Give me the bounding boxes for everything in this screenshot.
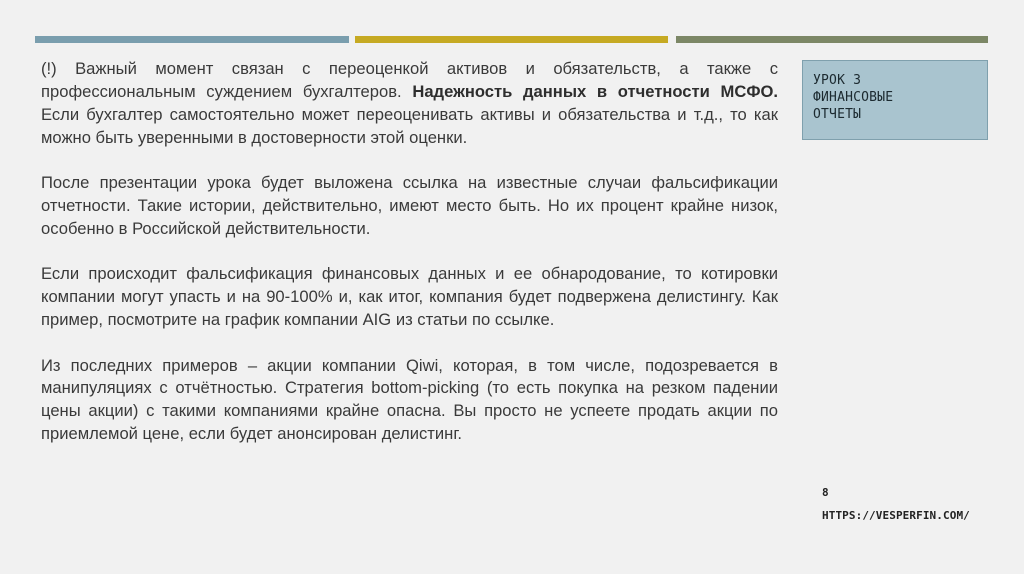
paragraph-1-text-end: Если бухгалтер самостоятельно может переоценивать активы и обязательства и т.д., то как можно быть уверенными в достоверности этой оценки.	[41, 104, 778, 147]
paragraph-1-bold-text: Надежность данных в отчетности МСФО.	[412, 81, 779, 101]
lesson-title-line-2: ОТЧЕТЫ	[813, 107, 862, 122]
website-url: HTTPS://VESPERFIN.COM/	[822, 509, 970, 522]
paragraph-delisting: Если происходит фальсификация финансовых данных и ее обнародование, то котировки компании могут упасть и на 90-100% и, как итог, компания будет подвержена делистингу. Как пример, посмотрите на график компании AIG из статьи по ссылке.	[41, 264, 778, 330]
page-number: 8	[822, 486, 829, 499]
lesson-title-box	[802, 60, 988, 140]
header-stripe-blue	[35, 36, 349, 43]
paragraph-falsification-cases: После презентации урока будет выложена ссылка на известные случаи фальсификации отчетности. Такие истории, действительно, имеют место быть. Но их процент крайне низок, особенно в Российской действительности.	[41, 173, 778, 238]
lesson-title-line-1: ФИНАНСОВЫЕ	[813, 90, 894, 105]
paragraph-ifrs-reliability	[41, 58, 778, 150]
paragraph-1-text-start: (!) Важный момент связан с переоценкой активов и обязательств, а также с профессиональным суждением бухгалтеров.	[41, 59, 778, 101]
header-stripe-gold	[355, 36, 668, 43]
lesson-number: УРОК 3	[813, 73, 862, 88]
header-stripe-olive	[676, 36, 988, 43]
paragraph-qiwi-example: Из последних примеров – акции компании Qiwi, которая, в том числе, подозревается в манипуляциях с отчётностью. Стратегия bottom-picking (то есть покупка на резком падении цены акции) с такими компаниями крайне опасна. Вы просто не успеете продать акции по приемлемой цене, если будет анонсирован делистинг.	[41, 355, 778, 444]
slide-body-text	[41, 58, 778, 469]
